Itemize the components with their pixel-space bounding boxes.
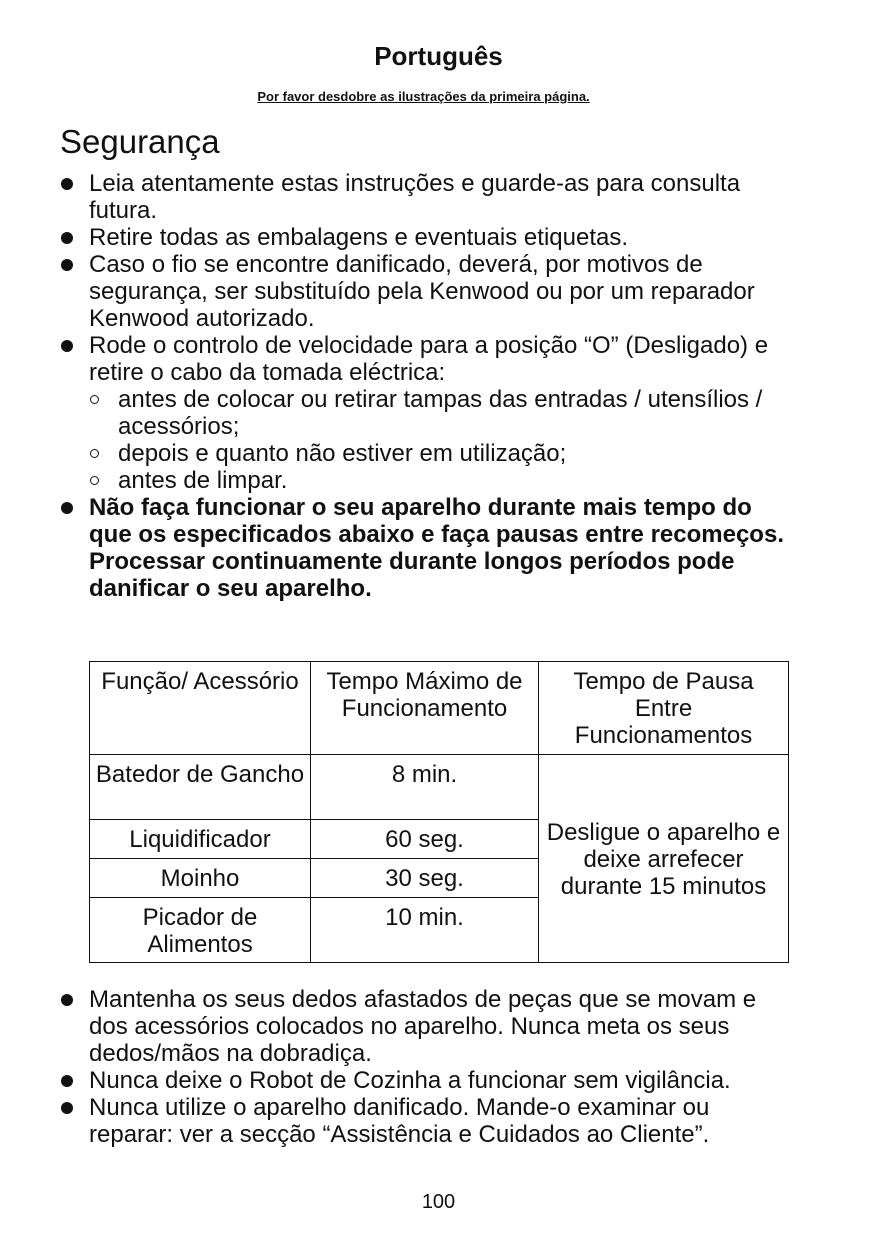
safety-item: Rode o controlo de velocidade para a posição “O” (Desligado) e retire o cabo da tomada eléctrica: antes de colocar ou retirar tampas das entradas / utensílios / acessórios; depois e quanto não estiver em utilização; antes de limpar. bbox=[60, 332, 800, 494]
operating-times-table bbox=[89, 661, 789, 963]
max-time-cell: 8 min. bbox=[311, 755, 539, 820]
safety-item-warning: Não faça funcionar o seu aparelho durante mais tempo do que os especificados abaixo e faça pausas entre recomeços. Processar continuamente durante longos períodos pode danificar o seu aparelho. bbox=[60, 494, 800, 602]
sub-item: antes de colocar ou retirar tampas das entradas / utensílios / acessórios; bbox=[89, 386, 800, 440]
pause-time-cell: Desligue o aparelho e deixe arrefecer durante 15 minutos bbox=[539, 755, 789, 963]
safety-item: Nunca deixe o Robot de Cozinha a funcionar sem vigilância. bbox=[60, 1067, 800, 1094]
max-time-cell: 10 min. bbox=[311, 898, 539, 963]
unplug-conditions-list bbox=[89, 386, 800, 494]
max-time-cell: 60 seg. bbox=[311, 820, 539, 859]
function-cell: Batedor de Gancho bbox=[90, 755, 311, 820]
sub-item: antes de limpar. bbox=[89, 467, 800, 494]
function-cell: Picador de Alimentos bbox=[90, 898, 311, 963]
section-heading-safety: Segurança bbox=[60, 123, 220, 160]
max-time-cell: 30 seg. bbox=[311, 859, 539, 898]
safety-item: Retire todas as embalagens e eventuais etiquetas. bbox=[60, 224, 800, 251]
header-pause-time: Tempo de Pausa Entre Funcionamentos bbox=[539, 662, 789, 755]
function-cell: Liquidificador bbox=[90, 820, 311, 859]
safety-item: Nunca utilize o aparelho danificado. Mande-o examinar ou reparar: ver a secção “Assistência e Cuidados ao Cliente”. bbox=[60, 1094, 800, 1148]
table-row bbox=[90, 755, 789, 820]
header-function: Função/ Acessório bbox=[90, 662, 311, 755]
fold-out-note: Por favor desdobre as ilustrações da primeira página. bbox=[257, 89, 590, 104]
safety-item: Mantenha os seus dedos afastados de peças que se movam e dos acessórios colocados no aparelho. Nunca meta os seus dedos/mãos na dobradiça. bbox=[60, 986, 800, 1067]
header-max-time: Tempo Máximo de Funcionamento bbox=[311, 662, 539, 755]
safety-item: Caso o fio se encontre danificado, deverá, por motivos de segurança, ser substituído pela Kenwood ou por um reparador Kenwood autorizado. bbox=[60, 251, 800, 332]
table-header-row bbox=[90, 662, 789, 755]
function-cell: Moinho bbox=[90, 859, 311, 898]
safety-item: Leia atentamente estas instruções e guarde-as para consulta futura. bbox=[60, 170, 800, 224]
safety-list-top bbox=[60, 170, 800, 602]
page-number: 100 bbox=[421, 1191, 456, 1213]
sub-item: depois e quanto não estiver em utilização; bbox=[89, 440, 800, 467]
safety-list-bottom bbox=[60, 986, 800, 1148]
page-title: Português bbox=[374, 41, 503, 71]
